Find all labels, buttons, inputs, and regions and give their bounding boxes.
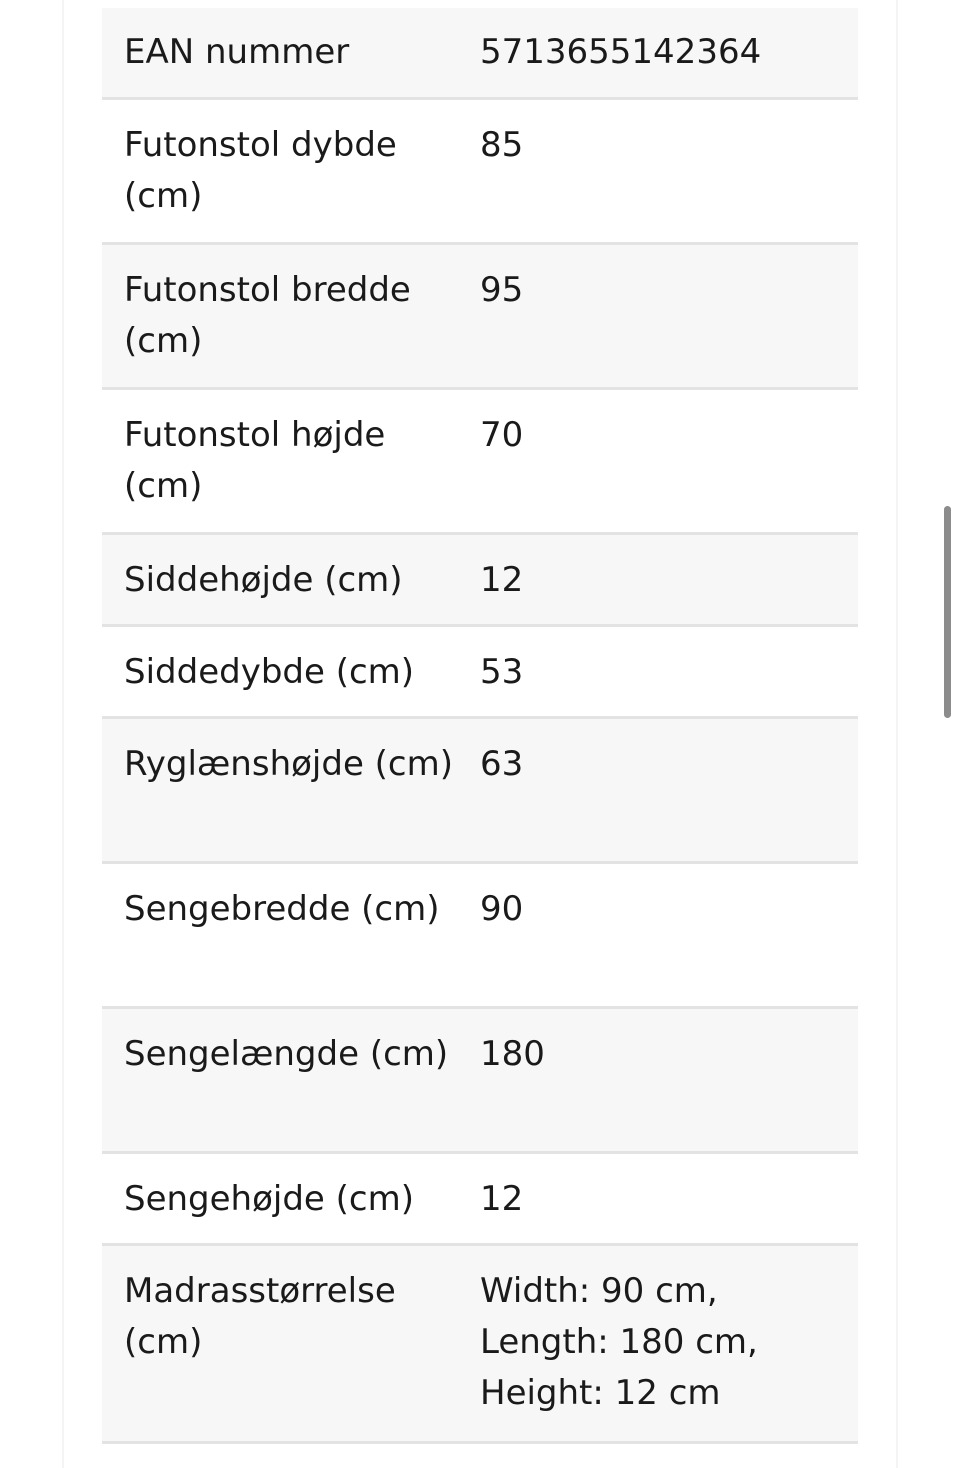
spec-value: Width: 90 cm, Length: 180 cm, Height: 12 cm	[480, 1271, 758, 1413]
spec-label: Ryglænshøjde (cm)	[124, 744, 454, 784]
spec-row-madrasstorrelse	[102, 1246, 858, 1444]
scrollbar-thumb[interactable]	[944, 506, 951, 718]
spec-label: EAN nummer	[124, 32, 350, 72]
spec-value: 63	[480, 744, 524, 784]
spec-value: 70	[480, 415, 524, 455]
spec-row-sengelaengde	[102, 1009, 858, 1154]
spec-row-sengebredde	[102, 864, 858, 1009]
spec-row-siddedybde	[102, 627, 858, 719]
spec-row-futonstol-hojde	[102, 390, 858, 535]
spec-row-ryglaenshojde	[102, 719, 858, 864]
spec-label: Madrasstørrelse (cm)	[124, 1271, 396, 1362]
spec-label: Sengelængde (cm)	[124, 1034, 449, 1074]
spec-row-futonstol-dybde	[102, 100, 858, 245]
spec-label: Sengebredde (cm)	[124, 889, 440, 929]
spec-row-ean	[102, 8, 858, 100]
page-frame-right	[896, 0, 898, 1468]
spec-row-futonstol-bredde	[102, 245, 858, 390]
spec-value: 5713655142364	[480, 32, 762, 72]
spec-label: Futonstol dybde (cm)	[124, 125, 397, 216]
spec-value: 95	[480, 270, 524, 310]
spec-row-sengehojde	[102, 1154, 858, 1246]
spec-label: Futonstol højde (cm)	[124, 415, 386, 506]
page-frame-left	[62, 0, 64, 1468]
spec-value: 90	[480, 889, 524, 929]
spec-value: 12	[480, 1179, 524, 1219]
spec-label: Siddedybde (cm)	[124, 652, 415, 692]
spec-label: Siddehøjde (cm)	[124, 560, 403, 600]
spec-label: Sengehøjde (cm)	[124, 1179, 414, 1219]
spec-value: 180	[480, 1034, 545, 1074]
spec-row-siddehojde	[102, 535, 858, 627]
spec-value: 12	[480, 560, 524, 600]
spec-value: 85	[480, 125, 524, 165]
specifications-table	[102, 8, 858, 1444]
spec-label: Futonstol bredde (cm)	[124, 270, 411, 361]
spec-value: 53	[480, 652, 524, 692]
